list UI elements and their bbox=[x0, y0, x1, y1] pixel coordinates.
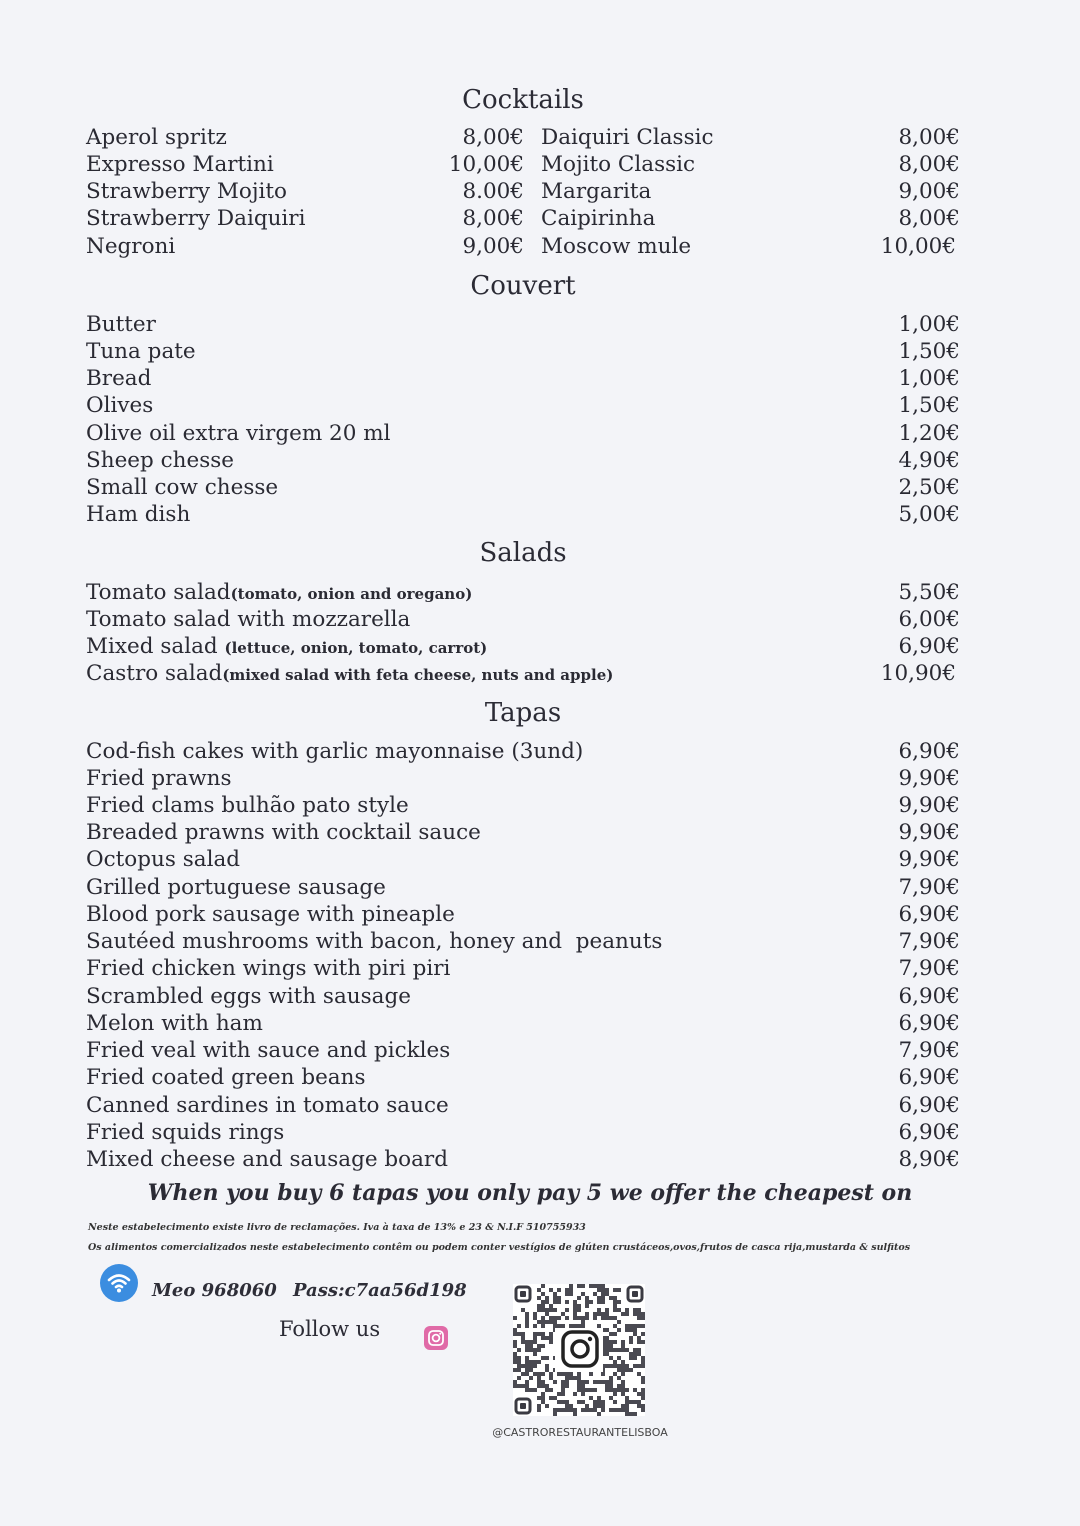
instagram-handle: @CASTRORESTAURANTELISBOA bbox=[492, 1426, 668, 1439]
menu-item bbox=[86, 983, 960, 1010]
menu-item-price: 6,90€ bbox=[898, 1120, 960, 1145]
menu-item-price: 6,90€ bbox=[898, 739, 960, 764]
wifi-icon bbox=[100, 1264, 138, 1302]
menu-item bbox=[86, 474, 960, 501]
menu-item-name: Sautéed mushrooms with bacon, honey and peanuts bbox=[86, 929, 663, 954]
menu-item-price: 6,90€ bbox=[898, 634, 960, 659]
menu-item bbox=[86, 1092, 960, 1119]
menu-item-price: 5,00€ bbox=[898, 502, 960, 527]
menu-item bbox=[86, 901, 960, 928]
menu-item-name: Tomato salad with mozzarella bbox=[86, 607, 411, 632]
menu-item-price: 8,90€ bbox=[898, 1147, 960, 1172]
menu-item-name: Caipirinha bbox=[541, 206, 656, 231]
salads-heading: Salads bbox=[479, 538, 567, 568]
menu-item-name: Small cow chesse bbox=[86, 475, 279, 500]
menu-item-name: Mixed salad bbox=[86, 634, 225, 659]
menu-item bbox=[86, 928, 960, 955]
menu-item-name: Grilled portuguese sausage bbox=[86, 875, 386, 900]
menu-item-name: Strawberry Mojito bbox=[86, 179, 287, 204]
menu-item bbox=[86, 311, 960, 338]
menu-item-price: 8.00€ bbox=[462, 179, 524, 204]
menu-item-price: 6,00€ bbox=[898, 607, 960, 632]
menu-item-price: 9,90€ bbox=[898, 820, 960, 845]
menu-item-name: Tuna pate bbox=[86, 339, 196, 364]
menu-item-name: Breaded prawns with cocktail sauce bbox=[86, 820, 481, 845]
menu-item-name: Fried coated green beans bbox=[86, 1065, 366, 1090]
menu-item-name: Octopus salad bbox=[86, 847, 241, 872]
menu-item-price: 6,90€ bbox=[898, 984, 960, 1009]
menu-item-name: Negroni bbox=[86, 234, 176, 259]
menu-item-price: 10,00€ bbox=[880, 234, 956, 259]
menu-item-name: Melon with ham bbox=[86, 1011, 263, 1036]
menu-item-name: Fried squids rings bbox=[86, 1120, 285, 1145]
menu-item bbox=[86, 606, 960, 633]
menu-item-price: 6,90€ bbox=[898, 1093, 960, 1118]
qr-code[interactable] bbox=[513, 1284, 645, 1416]
menu-item-price: 7,90€ bbox=[898, 1038, 960, 1063]
menu-item-price: 10,00€ bbox=[448, 152, 524, 177]
menu-item bbox=[86, 338, 960, 365]
follow-label: Follow us bbox=[279, 1317, 381, 1341]
menu-item bbox=[86, 874, 960, 901]
menu-item bbox=[86, 846, 960, 873]
menu-item-name: Canned sardines in tomato sauce bbox=[86, 1093, 449, 1118]
menu-item-name: Tomato salad bbox=[86, 580, 231, 605]
menu-item-name: Cod-fish cakes with garlic mayonnaise (3und) bbox=[86, 739, 584, 764]
menu-item bbox=[86, 1064, 960, 1091]
menu-item bbox=[86, 392, 960, 419]
menu-item-price: 6,90€ bbox=[898, 1065, 960, 1090]
menu-item-price: 1,50€ bbox=[898, 393, 960, 418]
menu-item-price: 9,90€ bbox=[898, 766, 960, 791]
menu-item-price: 9,00€ bbox=[462, 234, 524, 259]
menu-item bbox=[86, 765, 960, 792]
menu-item bbox=[86, 633, 960, 660]
menu-item-name: Bread bbox=[86, 366, 152, 391]
legal-notice: Neste estabelecimento existe livro de reclamações. Iva à taxa de 13% e 23 & N.I.F 510755933 bbox=[88, 1222, 586, 1233]
menu-item-name: Fried veal with sauce and pickles bbox=[86, 1038, 451, 1063]
menu-item bbox=[86, 1037, 960, 1064]
menu-item-price: 8,00€ bbox=[898, 125, 960, 150]
menu-item-name: Margarita bbox=[541, 179, 652, 204]
menu-item bbox=[86, 420, 960, 447]
menu-item-note: (tomato, onion and oregano) bbox=[230, 585, 473, 603]
menu-item-name: Strawberry Daiquiri bbox=[86, 206, 306, 231]
allergen-notice: Os alimentos comercializados neste estabelecimento contêm ou podem conter vestígios de glúten crustáceos,ovos,frutos de casca rija,mustarda & sulfitos bbox=[88, 1242, 911, 1253]
menu-item-price: 8,00€ bbox=[462, 125, 524, 150]
menu-item bbox=[86, 819, 960, 846]
menu-item-price: 1,20€ bbox=[898, 421, 960, 446]
menu-item-price: 1,00€ bbox=[898, 312, 960, 337]
cocktails-heading: Cocktails bbox=[462, 85, 584, 115]
menu-item bbox=[86, 738, 960, 765]
menu-item-price: 8,00€ bbox=[898, 152, 960, 177]
promo-text: When you buy 6 tapas you only pay 5 we offer the cheapest on bbox=[147, 1180, 913, 1206]
menu-item-name: Daiquiri Classic bbox=[541, 125, 714, 150]
menu-item bbox=[86, 1146, 960, 1173]
menu-item-name: Fried clams bulhão pato style bbox=[86, 793, 409, 818]
menu-item bbox=[86, 660, 960, 687]
menu-item-name: Olives bbox=[86, 393, 154, 418]
couvert-heading: Couvert bbox=[470, 271, 576, 301]
menu-item-price: 9,90€ bbox=[898, 847, 960, 872]
menu-item-price: 8,00€ bbox=[462, 206, 524, 231]
menu-item-note: (lettuce, onion, tomato, carrot) bbox=[224, 639, 488, 657]
menu-item-name: Mixed cheese and sausage board bbox=[86, 1147, 448, 1172]
menu-item-name: Aperol spritz bbox=[86, 125, 227, 150]
menu-item-name: Moscow mule bbox=[541, 234, 692, 259]
menu-item bbox=[86, 579, 960, 606]
menu-item bbox=[86, 501, 960, 528]
menu-item bbox=[86, 447, 960, 474]
menu-item-price: 9,00€ bbox=[898, 179, 960, 204]
menu-item-price: 1,50€ bbox=[898, 339, 960, 364]
menu-item-name: Ham dish bbox=[86, 502, 191, 527]
menu-item-price: 7,90€ bbox=[898, 956, 960, 981]
menu-item-price: 9,90€ bbox=[898, 793, 960, 818]
menu-item bbox=[86, 792, 960, 819]
menu-item-price: 7,90€ bbox=[898, 875, 960, 900]
menu-item bbox=[86, 1010, 960, 1037]
tapas-heading: Tapas bbox=[484, 698, 562, 728]
menu-item bbox=[86, 365, 960, 392]
menu-item-name: Olive oil extra virgem 20 ml bbox=[86, 421, 391, 446]
menu-item-price: 7,90€ bbox=[898, 929, 960, 954]
menu-item-name: Fried prawns bbox=[86, 766, 232, 791]
menu-item-name: Butter bbox=[86, 312, 156, 337]
menu-item-name: Fried chicken wings with piri piri bbox=[86, 956, 451, 981]
wifi-password: Pass:c7aa56d198 bbox=[293, 1280, 467, 1301]
menu-item-price: 10,90€ bbox=[880, 661, 956, 686]
menu-item bbox=[86, 955, 960, 982]
wifi-network: Meo 968060 bbox=[152, 1280, 277, 1301]
menu-item-price: 4,90€ bbox=[898, 448, 960, 473]
menu-item-name: Expresso Martini bbox=[86, 152, 274, 177]
menu-item bbox=[86, 1119, 960, 1146]
menu-item-name: Blood pork sausage with pineaple bbox=[86, 902, 455, 927]
menu-item-price: 6,90€ bbox=[898, 1011, 960, 1036]
instagram-icon[interactable] bbox=[424, 1326, 448, 1350]
menu-item-price: 2,50€ bbox=[898, 475, 960, 500]
menu-item-price: 6,90€ bbox=[898, 902, 960, 927]
menu-item-name: Scrambled eggs with sausage bbox=[86, 984, 411, 1009]
menu-item-note: (mixed salad with feta cheese, nuts and apple) bbox=[222, 666, 614, 684]
menu-item-price: 8,00€ bbox=[898, 206, 960, 231]
menu-item-name: Castro salad bbox=[86, 661, 223, 686]
menu-item-name: Sheep chesse bbox=[86, 448, 235, 473]
menu-item-name: Mojito Classic bbox=[541, 152, 696, 177]
menu-item-price: 5,50€ bbox=[898, 580, 960, 605]
menu-item-price: 1,00€ bbox=[898, 366, 960, 391]
